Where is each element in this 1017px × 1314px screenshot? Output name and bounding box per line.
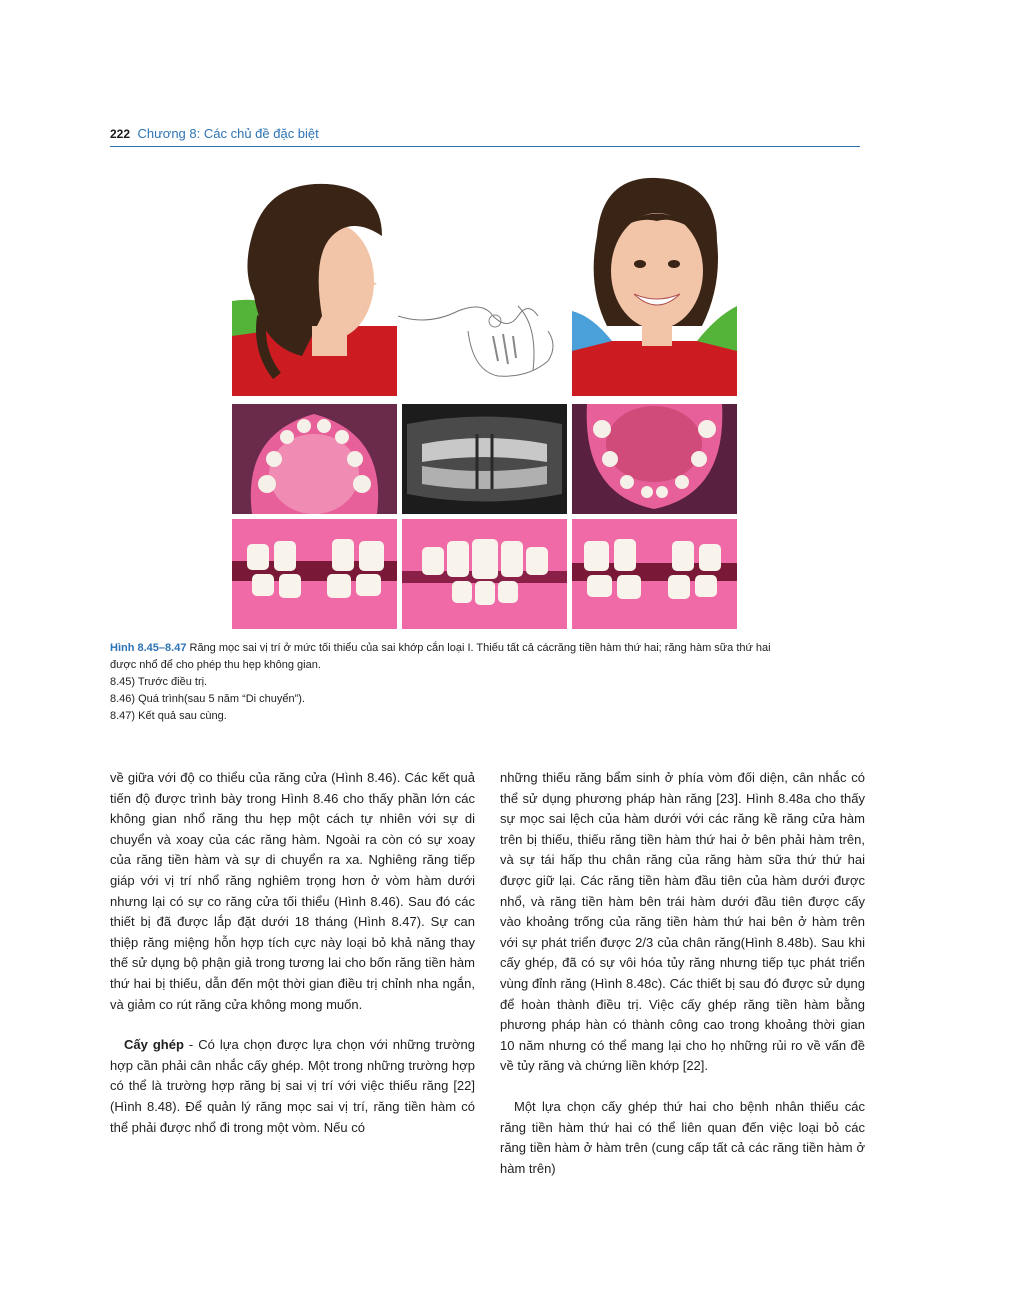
left-column <box>110 768 475 1138</box>
right-paragraph-2: Một lựa chọn cấy ghép thứ hai cho bệnh nhân thiếu các răng tiền hàm thứ hai có thể liên quan đến việc loại bỏ các răng tiền hàm ở hàm trên (cung cấp tất cả các răng tiền hàm ở hàm trên) <box>500 1098 865 1176</box>
chapter-title: Chương 8: Các chủ đề đặc biệt <box>137 126 319 141</box>
cephalometric-tracing-icon <box>398 276 570 396</box>
intraoral-left-photo-icon <box>572 519 737 629</box>
lower-occlusal-photo-icon <box>572 404 737 514</box>
implant-heading: Cấy ghép <box>124 1037 184 1053</box>
upper-occlusal-photo-icon <box>232 404 397 514</box>
right-column <box>500 768 865 1179</box>
figure-caption <box>110 640 810 725</box>
running-header <box>110 125 860 147</box>
caption-item-8-46: 8.46) Quá trình(sau 5 năm “Di chuyển”). <box>110 693 306 705</box>
caption-item-8-47: 8.47) Kết quả sau cùng. <box>110 710 227 722</box>
header-rule <box>110 146 860 147</box>
caption-line-1: Hình 8.45–8.47 Răng mọc sai vị trí ở mức tối thiểu của sai khớp cắn loại I. Thiếu tất cả cácrăng tiền hàm thứ hai; răng hàm sữa thứ hai <box>110 642 771 654</box>
intraoral-front-photo-icon <box>402 519 567 629</box>
left-paragraph-1: về giữa với độ co thiểu của răng cửa (Hình 8.46). Các kết quả tiến độ được trình bày trong Hình 8.46 cho thấy phần lớn các không gian nhổ răng thu hẹp một cách tự nhiên với sự di chuyển và xoay của các răng hàm. Ngoài ra còn có sự xoay của răng tiền hàm và sự di chuyển ra xa. Nghiêng răng tiếp giáp với vị trí nhổ răng nghiêm trọng hơn ở vòm hàm dưới nhưng lại có sự co răng cửa tối thiểu (Hình 8.46). Sau đó các thiết bị đã được lắp đặt dưới 18 tháng (Hình 8.47). Sự can thiệp răng miệng hỗn hợp tích cực này loại bỏ khả năng thay thế sử dụng bộ phận giả trong tương lai cho bốn răng tiền hàm thứ hai bị thiếu, dẫn đến một thời gian điều trị chỉnh nha ngắn, và giảm co rút răng cửa không mong muốn. <box>110 770 475 1012</box>
caption-item-8-45: 8.45) Trước điều trị. <box>110 676 208 688</box>
right-paragraph-1: những thiếu răng bẩm sinh ở phía vòm đối diện, cân nhắc có thể sử dụng phương pháp hàn răng [23]. Hình 8.48a cho thấy sự mọc sai lệch của hàm dưới với các răng kề răng cửa hàm trên bị thiếu, thiếu răng tiền hàm thứ hai ở bên phải hàm trên, và sự tái hấp thu chân răng của răng hàm sữa thứ thứ hai được giữ lại. Các răng tiền hàm đầu tiên của hàm dưới được nhổ, và răng tiền hàm bên trái hàm dưới đầu tiên được cấy vào khoảng trống của răng tiền hàm thứ hai bên ở hàm trên với sự phát triển được 2/3 của chân răng(Hình 8.48b). Sau khi cấy ghép, đã có sự vôi hóa tủy răng nhưng tiếp tục phát triển vùng đỉnh răng (Hình 8.48c). Các thiết bị sau đó được sử dụng để hoàn thành điều trị. Việc cấy ghép răng tiền hàm bằng phương pháp hàn có thành công cao trong khoảng thời gian 10 năm nhưng có thể mang lại cho họ những rủi ro về vấn đề về tủy răng và chứng liền khớp [22]. <box>500 770 865 1074</box>
panoramic-xray-icon <box>402 404 567 514</box>
intraoral-right-photo-icon <box>232 519 397 629</box>
page-number: 222 <box>110 127 131 141</box>
figure-8-45-8-47 <box>232 176 737 629</box>
left-paragraph-2: Cấy ghép - Có lựa chọn được lựa chọn với những trường hợp cần phải cân nhắc cấy ghép. Một trong những trường hợp có thể là trường hợp răng bị sai vị trí với việc thiếu răng [22] (Hình 8.48). Để quản lý răng mọc sai vị trí, răng tiền hàm có thể phải được nhổ đi trong một vòm. Nếu có <box>110 1037 475 1135</box>
caption-line-2: được nhổ để cho phép thu hẹp không gian. <box>110 659 321 671</box>
child-frontal-smile-photo-icon <box>572 176 737 396</box>
child-profile-photo-icon <box>232 176 397 396</box>
caption-label: Hình 8.45–8.47 <box>110 642 187 654</box>
